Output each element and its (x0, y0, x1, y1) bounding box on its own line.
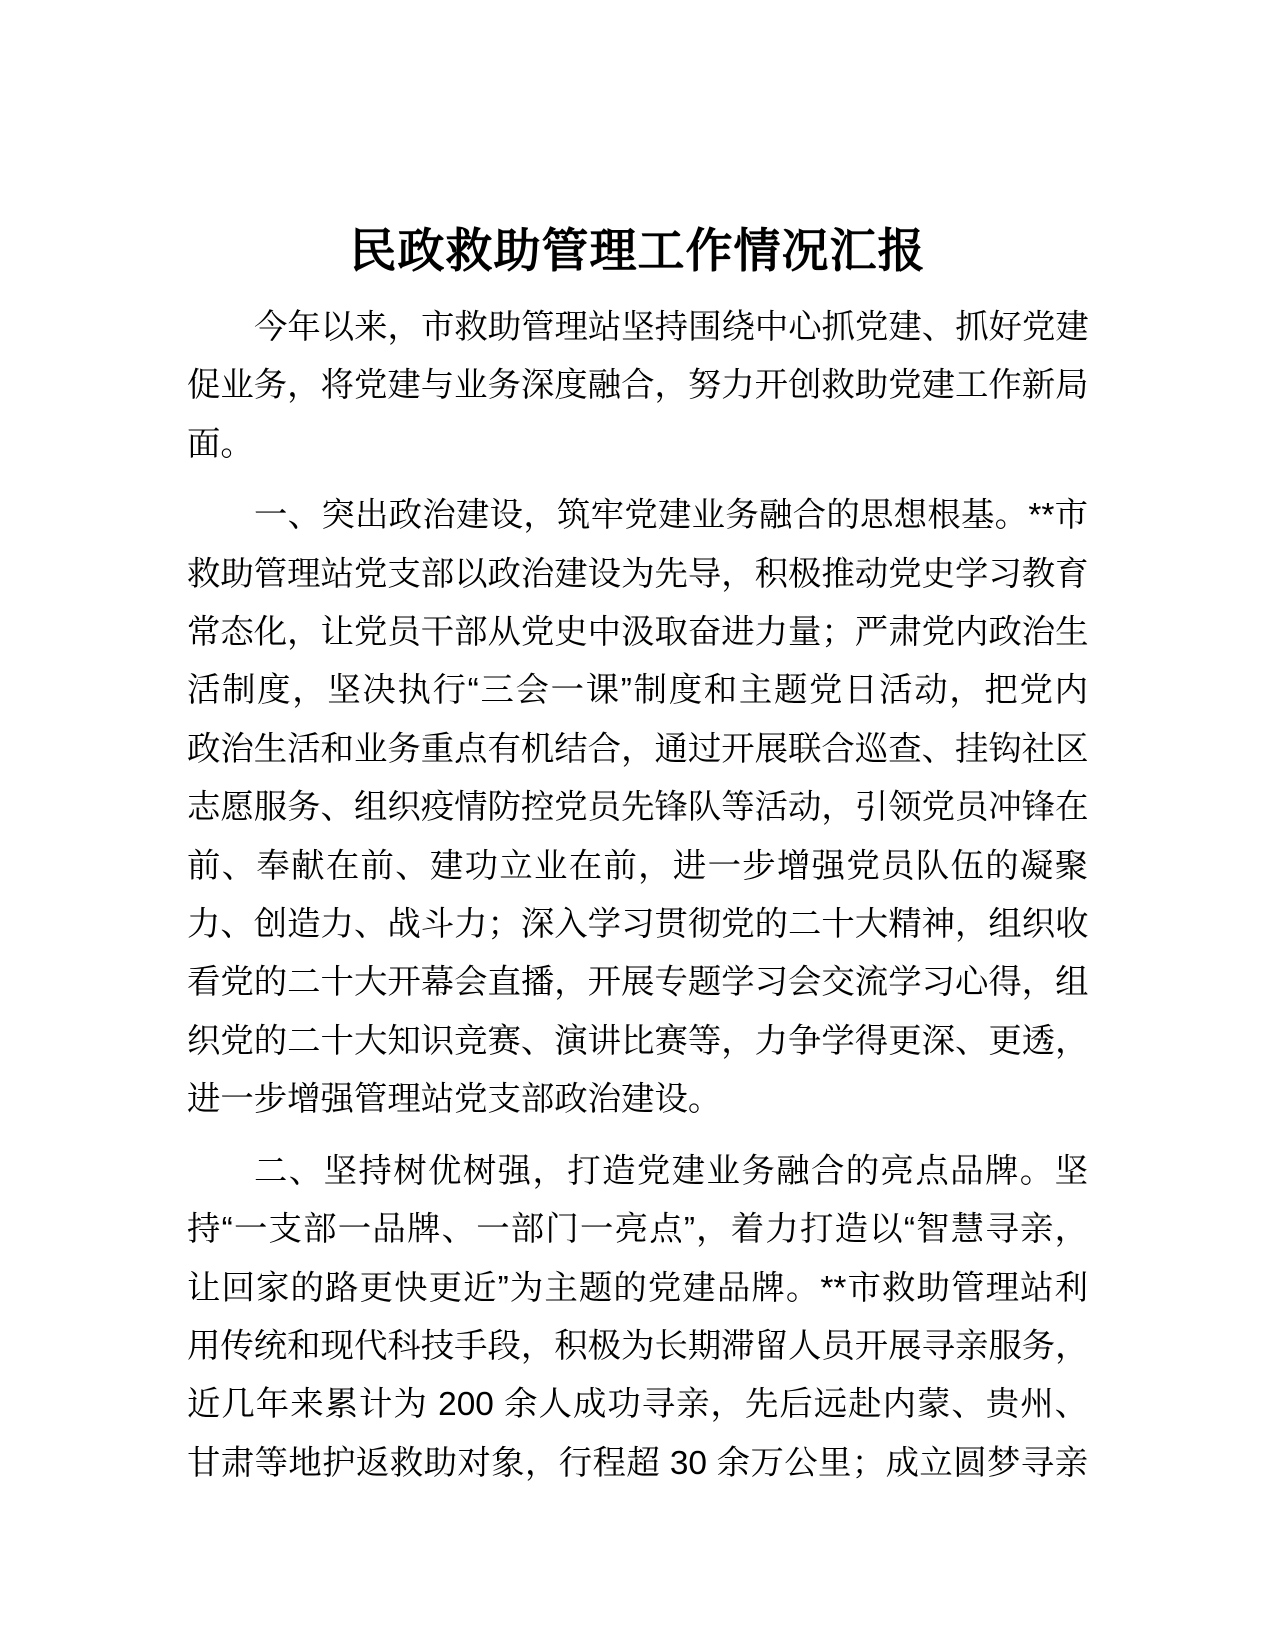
text-line: 让回家的路更快更近”为主题的党建品牌。**市救助管理站利 (187, 1269, 1088, 1307)
text-line: 用传统和现代科技手段，积极为长期滞留人员开展寻亲服务， (187, 1327, 1089, 1365)
text-line: 促业务，将党建与业务深度融合，努力开创救助党建工作新局 (187, 367, 1089, 405)
paragraph (187, 1143, 1088, 1493)
document-body (187, 299, 1088, 1493)
text-line: 一、突出政治建设，筑牢党建业务融合的思想根基。**市 (254, 497, 1088, 535)
text-line: 活制度，坚决执行“三会一课”制度和主题党日活动，把党内 (187, 672, 1088, 710)
text-line: 近几年来累计为 200 余人成功寻亲，先后远赴内蒙、贵州、 (187, 1386, 1088, 1424)
text-line: 二、坚持树优树强，打造党建业务融合的亮点品牌。坚 (254, 1152, 1088, 1190)
paragraph (187, 487, 1088, 1129)
text-line: 看党的二十大开幕会直播，开展专题学习会交流学习心得，组 (187, 964, 1089, 1002)
document-title: 民政救助管理工作情况汇报 (349, 224, 926, 277)
text-line: 志愿服务、组织疫情防控党员先锋队等活动，引领党员冲锋在 (187, 789, 1089, 827)
text-line: 救助管理站党支部以政治建设为先导，积极推动党史学习教育 (187, 555, 1089, 593)
text-line: 政治生活和业务重点有机结合，通过开展联合巡查、挂钩社区 (187, 730, 1089, 768)
text-line: 常态化，让党员干部从党史中汲取奋进力量；严肃党内政治生 (187, 614, 1089, 652)
document-content (187, 210, 1088, 1506)
text-line: 力、创造力、战斗力；深入学习贯彻党的二十大精神，组织收 (187, 906, 1089, 944)
text-line: 进一步增强管理站党支部政治建设。 (187, 1081, 722, 1119)
text-line: 织党的二十大知识竞赛、演讲比赛等，力争学得更深、更透， (187, 1022, 1089, 1060)
text-line: 今年以来，市救助管理站坚持围绕中心抓党建、抓好党建 (254, 309, 1089, 346)
text-line: 甘肃等地护返救助对象，行程超 30 余万公里；成立圆梦寻亲 (187, 1444, 1088, 1482)
text-line: 面。 (187, 425, 254, 463)
text-line: 前、奉献在前、建功立业在前，进一步增强党员队伍的凝聚 (187, 847, 1088, 885)
text-line: 持“一支部一品牌、一部门一亮点”，着力打造以“智慧寻亲， (187, 1211, 1088, 1249)
paragraph (187, 299, 1088, 474)
